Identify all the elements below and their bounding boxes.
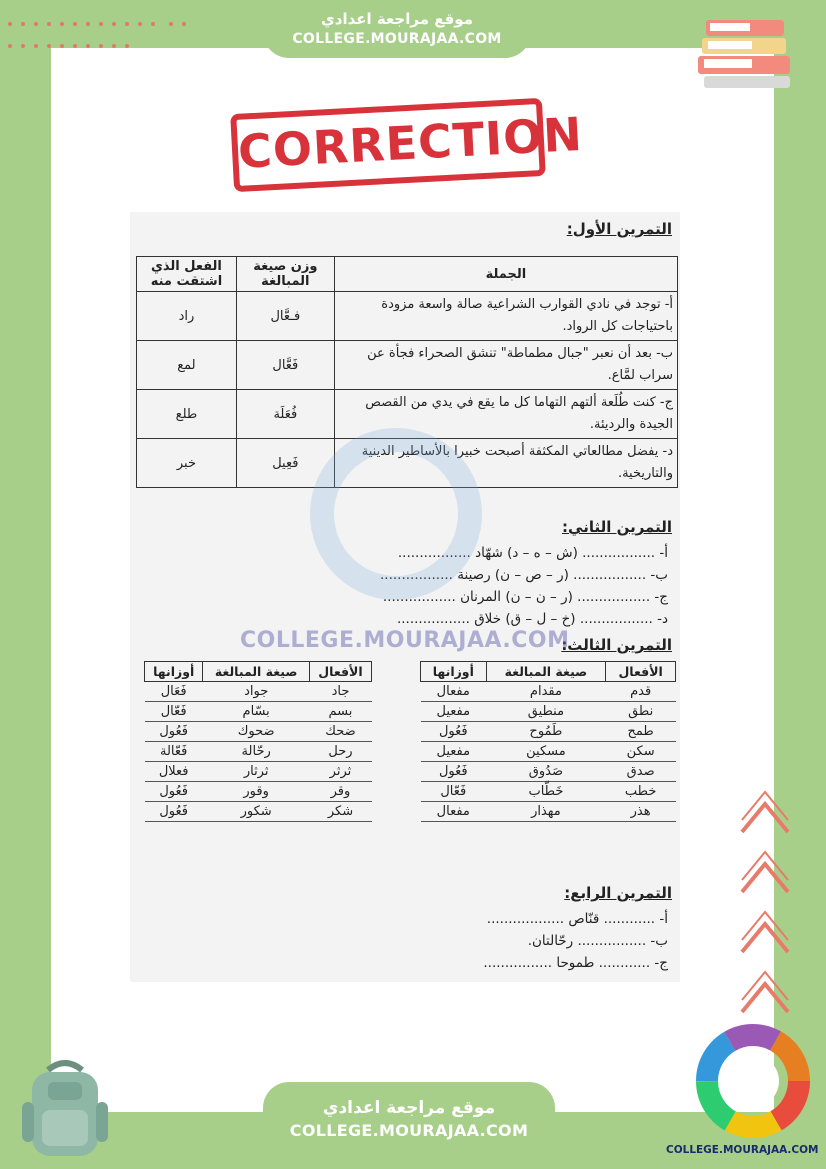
- table-cell: طمح: [606, 722, 676, 742]
- exercise-3-table-left: [144, 661, 372, 822]
- exercise-4-lines: [483, 908, 668, 974]
- table-cell: مقدام: [486, 682, 606, 702]
- site-name: موقع مراجعة اعدادي: [322, 1098, 496, 1118]
- exercise-3-title: التمرين الثالث:: [561, 636, 672, 654]
- col-weight-header: وزن صيغة المبالغة: [236, 257, 334, 292]
- table-row-weight: فُعَلَة: [236, 390, 334, 439]
- table-cell: فَعُول: [421, 722, 487, 742]
- footer-tab[interactable]: [263, 1082, 555, 1169]
- table-cell: رحّالة: [203, 742, 310, 762]
- table-cell: جاد: [309, 682, 371, 702]
- table-cell: مفعيل: [421, 742, 487, 762]
- list-item: ب- ................. (ر – ص – ن) رصينة .................: [380, 567, 668, 583]
- header-tab[interactable]: [263, 0, 531, 58]
- table-row-verb: طلع: [137, 390, 237, 439]
- table-cell: ضحك: [309, 722, 371, 742]
- exercise-4-title: التمرين الرابع:: [564, 884, 672, 902]
- backpack-icon: [18, 1056, 112, 1160]
- list-item: ب- ................ رحّالتان.: [527, 933, 668, 949]
- table-cell: مفعيل: [421, 702, 487, 722]
- list-item: ج- ................. (ر – ن – ن) المرنان .................: [382, 589, 668, 605]
- table-row-weight: فَعِيل: [236, 439, 334, 488]
- table-row-sentence: ب- بعد أن نعبر "جبال مطماطة" تنشق الصحراء فجأة عن سراب لمَّاع.: [334, 341, 677, 390]
- table-row-sentence: ج- كنت طُلَعة ألتهم التهاما كل ما يقع في يدي من القصص الجيدة والرديئة.: [334, 390, 677, 439]
- table-cell: مهذار: [486, 802, 606, 822]
- table-row-weight: فـعَّال: [236, 292, 334, 341]
- table-cell: وقر: [309, 782, 371, 802]
- site-name: موقع مراجعة اعدادي: [321, 10, 473, 28]
- col-weights-header: أوزانها: [145, 662, 203, 682]
- col-sentence-header: الجملة: [334, 257, 677, 292]
- exercise-2-title: التمرين الثاني:: [562, 518, 672, 536]
- books-icon: [696, 14, 800, 92]
- table-cell: شكر: [309, 802, 371, 822]
- table-row-verb: راد: [137, 292, 237, 341]
- table-cell: فَعُول: [145, 802, 203, 822]
- table-cell: ثرثار: [203, 762, 310, 782]
- table-cell: جواد: [203, 682, 310, 702]
- chevron-up-icon: [738, 970, 792, 1020]
- table-cell: صَدُوق: [486, 762, 606, 782]
- table-cell: فَعُول: [145, 782, 203, 802]
- table-cell: هذر: [606, 802, 676, 822]
- table-cell: منطيق: [486, 702, 606, 722]
- watermark-ring: [310, 428, 482, 600]
- table-row-verb: لمع: [137, 341, 237, 390]
- table-cell: ضحوك: [203, 722, 310, 742]
- table-cell: فَعّالة: [145, 742, 203, 762]
- table-cell: شكور: [203, 802, 310, 822]
- table-cell: ثرثر: [309, 762, 371, 782]
- table-cell: فَعّال: [421, 782, 487, 802]
- table-cell: رحل: [309, 742, 371, 762]
- col-form-header: صيغة المبالغة: [203, 662, 310, 682]
- table-cell: نطق: [606, 702, 676, 722]
- table-row-sentence: أ- توجد في نادي القوارب الشراعية صالة واسعة مزودة باحتياجات كل الرواد.: [334, 292, 677, 341]
- list-item: د- ................. (خ – ل – ق) خلاق .................: [396, 611, 668, 627]
- site-domain[interactable]: COLLEGE.MOURAJAA.COM: [292, 31, 502, 47]
- table-cell: فَعُول: [145, 722, 203, 742]
- col-verb-header: الفعل الذي اشتقت منه: [137, 257, 237, 292]
- col-form-header: صيغة المبالغة: [486, 662, 606, 682]
- table-cell: قدم: [606, 682, 676, 702]
- exercise-3-table-right: [420, 661, 676, 822]
- chevron-up-icon: [738, 910, 792, 960]
- table-cell: فَعّال: [145, 702, 203, 722]
- logo-caption[interactable]: COLLEGE.MOURAJAA.COM: [666, 1144, 819, 1156]
- list-item: ج- ............ طموحا ................: [483, 955, 668, 971]
- table-cell: بسّام: [203, 702, 310, 722]
- table-cell: فعلال: [145, 762, 203, 782]
- table-row-verb: خبر: [137, 439, 237, 488]
- table-cell: فَعَال: [145, 682, 203, 702]
- correction-stamp: CORRECTION: [230, 98, 546, 192]
- exercise-1-title: التمرين الأول:: [566, 220, 672, 238]
- table-row-sentence: د- يفضل مطالعاتي المكثفة أصبحت خبيرا بالأساطير الدينية والتاريخية.: [334, 439, 677, 488]
- col-verbs-header: الأفعال: [606, 662, 676, 682]
- site-domain[interactable]: COLLEGE.MOURAJAA.COM: [289, 1121, 529, 1140]
- list-item: أ- ............ قنّاص ..................: [486, 911, 668, 927]
- table-cell: صدق: [606, 762, 676, 782]
- table-cell: مفعال: [421, 682, 487, 702]
- decorative-dots: [8, 22, 208, 66]
- table-row-weight: فَعَّال: [236, 341, 334, 390]
- list-item: أ- ................. (ش – ه – د) شهّاد .................: [397, 545, 668, 561]
- table-cell: خطب: [606, 782, 676, 802]
- table-cell: مفعال: [421, 802, 487, 822]
- watermark-text: COLLEGE.MOURAJAA.COM: [240, 628, 570, 653]
- table-cell: فَعُول: [421, 762, 487, 782]
- table-cell: سكن: [606, 742, 676, 762]
- table-cell: خَطّاب: [486, 782, 606, 802]
- table-cell: مسكين: [486, 742, 606, 762]
- chevron-up-icon: [738, 790, 792, 840]
- col-verbs-header: الأفعال: [309, 662, 371, 682]
- chevron-up-icon: [738, 850, 792, 900]
- col-weights-header: أوزانها: [421, 662, 487, 682]
- table-cell: بسم: [309, 702, 371, 722]
- table-cell: طَمُوح: [486, 722, 606, 742]
- site-logo-icon: [694, 1022, 812, 1140]
- table-cell: وقور: [203, 782, 310, 802]
